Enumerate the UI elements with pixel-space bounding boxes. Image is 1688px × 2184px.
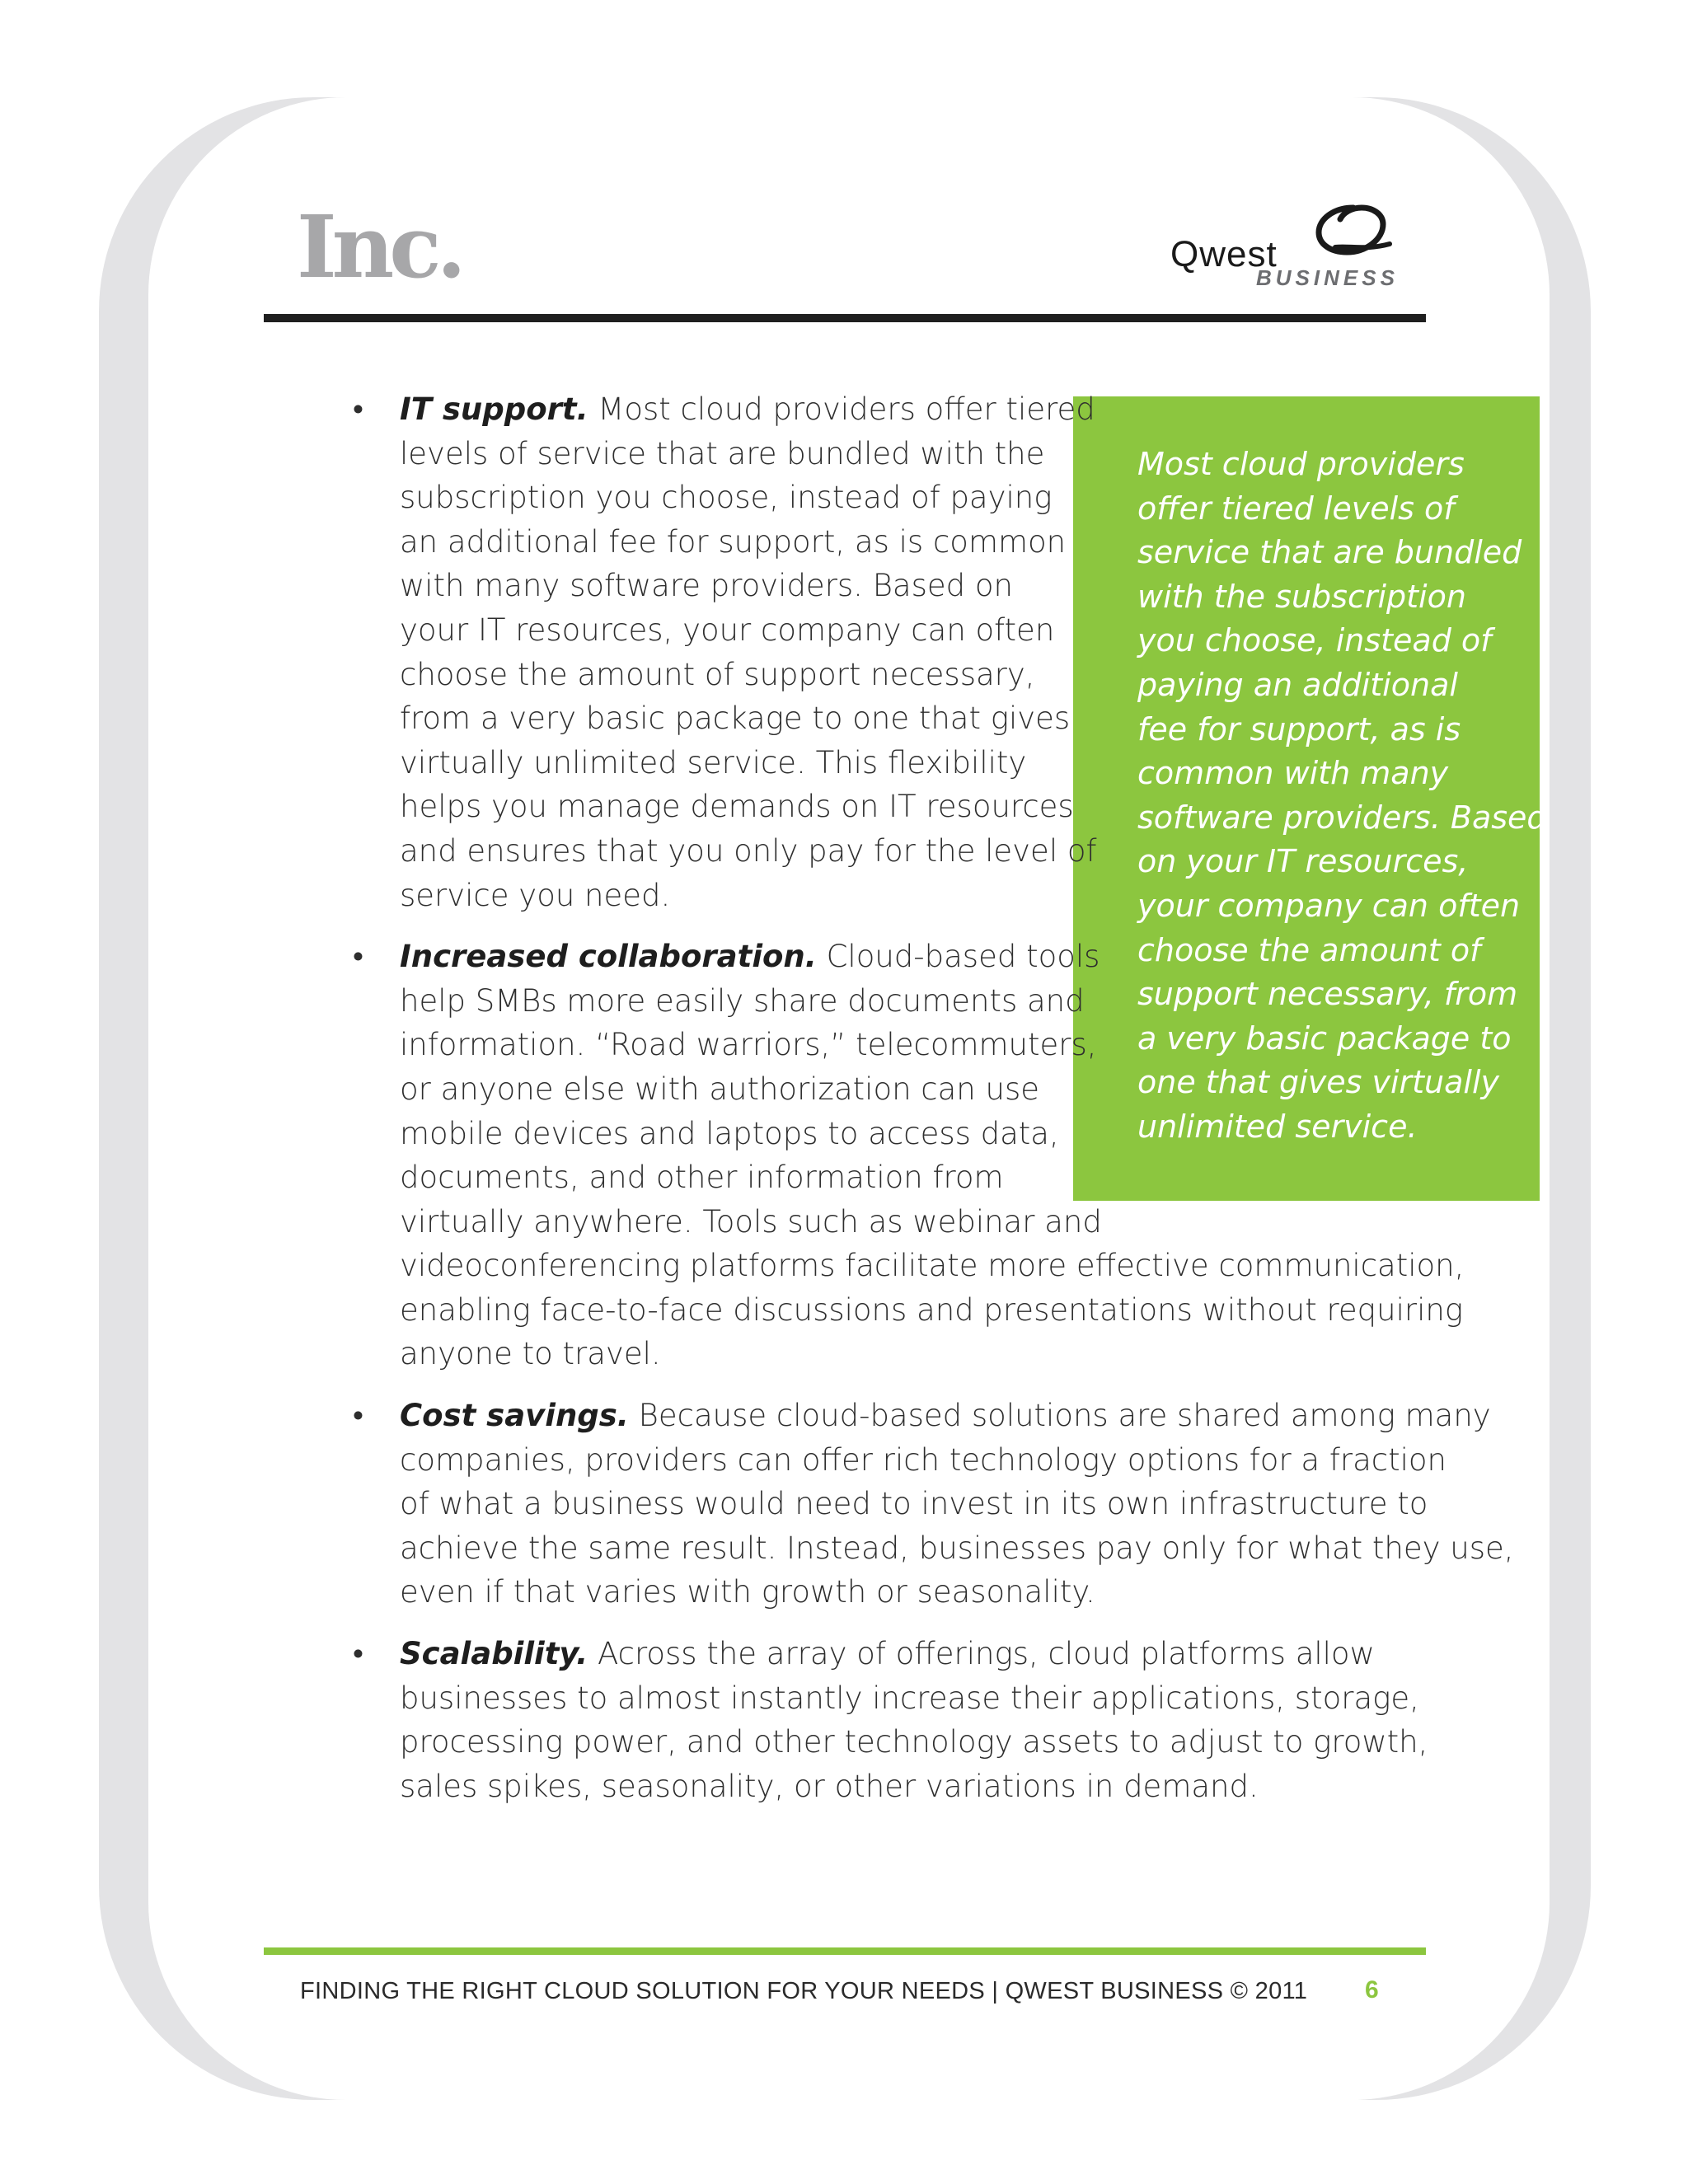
list-item-lead: Scalability. [400,1636,588,1672]
list-item-line: mobile devices and laptops to access data, [400,1115,1059,1151]
bullet-icon: • [353,391,363,427]
list-item-first-line [400,935,1375,979]
bullet-icon: • [353,1636,363,1672]
list-item-it-support [353,387,1375,917]
footer-text: FINDING THE RIGHT CLOUD SOLUTION FOR YOUR NEEDS | QWEST BUSINESS © 2011 [300,1978,1308,2004]
list-item-line: anyone to travel. [400,1336,661,1372]
list-item-line: subscription you choose, instead of paying [400,480,1053,516]
list-item-line: levels of service that are bundled with the [400,435,1045,471]
bullet-icon: • [353,1398,363,1434]
list-item-line: processing power, and other technology assets to adjust to growth, [400,1724,1428,1760]
inc-logo: Inc. [297,196,462,298]
list-item-first-line [400,1632,1375,1676]
qwest-business-logo [1170,201,1399,292]
pull-quote-line: fee for support, as is [1137,710,1461,748]
pull-quote-line: offer tiered levels of [1137,490,1455,527]
footer-rule [264,1947,1426,1955]
list-item-first-line [400,387,1375,432]
list-item-line: from a very basic package to one that gives [400,701,1071,737]
list-item-line: even if that varies with growth or seasonality. [400,1574,1095,1610]
list-item-line: enabling face-to-face discussions and presentations without requiring [400,1291,1464,1328]
list-item-text: Because cloud-based solutions are shared among many [628,1398,1491,1434]
pull-quote-line: a very basic package to [1137,1019,1512,1057]
list-item-line: choose the amount of support necessary, [400,656,1035,692]
list-item-line: videoconferencing platforms facilitate more effective communication, [400,1248,1465,1284]
list-item-line: your IT resources, your company can often [400,612,1055,648]
list-item-cost-savings [353,1394,1514,1615]
list-item-line: documents, and other information from [400,1160,1004,1196]
list-item-line: virtually anywhere. Tools such as webinar and [400,1203,1102,1240]
pull-quote-line: service that are bundled [1137,534,1522,571]
pull-quote-line: your company can often [1137,887,1521,924]
pull-quote-line: software providers. Based [1137,799,1547,836]
list-item-line: with many software providers. Based on [400,568,1013,604]
bullet-icon: • [353,939,363,975]
list-item-first-line [400,1394,1491,1438]
list-item-increased-collaboration [353,935,1465,1376]
pull-quote-line: choose the amount of [1137,931,1481,968]
pull-quote-line: with the subscription [1137,578,1466,615]
qwest-logo-word: Qwest [1170,234,1278,274]
list-item-lead: Cost savings. [400,1398,629,1434]
list-item-line: helps you manage demands on IT resources [400,789,1074,825]
list-item-line: virtually unlimited service. This flexibility [400,744,1027,780]
list-item-line: or anyone else with authorization can use [400,1071,1040,1107]
list-item-line: sales spikes, seasonality, or other variations in demand. [400,1768,1259,1804]
list-item-line: information. “Road warriors,” telecommuters, [400,1027,1097,1063]
list-item-text: Across the array of offerings, cloud platforms allow [588,1636,1375,1672]
list-item-line: an additional fee for support, as is common [400,523,1067,560]
list-item-line: companies, providers can offer rich technology options for a fraction [400,1441,1447,1478]
qwest-q-icon [1311,201,1393,267]
qwest-logo-tagline: BUSINESS [1256,265,1399,290]
list-item-lead: IT support. [400,391,588,427]
list-item-line: businesses to almost instantly increase their applications, storage, [400,1680,1419,1716]
list-item-line: service you need. [400,877,671,913]
list-item-text: Most cloud providers offer tiered [588,391,1095,427]
pull-quote-line: paying an additional [1137,666,1458,703]
benefits-list [353,387,1514,1825]
list-item-lead: Increased collaboration. [400,939,817,975]
pull-quote-line: unlimited service. [1137,1108,1418,1145]
list-item-line: achieve the same result. Instead, businesses pay only for what they use, [400,1530,1514,1566]
header-rule [264,314,1426,322]
pull-quote-line: Most cloud providers [1137,446,1465,482]
pull-quote-line: one that gives virtually [1137,1064,1500,1101]
pull-quote-line: common with many [1137,755,1449,792]
pull-quote-line: support necessary, from [1137,976,1518,1013]
list-item-scalability [353,1632,1428,1808]
pull-quote-line: on your IT resources, [1137,843,1469,880]
list-item-line: of what a business would need to invest in its own infrastructure to [400,1486,1428,1522]
list-item-line: and ensures that you only pay for the level of [400,832,1097,869]
list-item-line: help SMBs more easily share documents and [400,982,1085,1019]
list-item-text: Cloud-based tools [816,939,1100,975]
pull-quote-line: you choose, instead of [1137,622,1492,659]
page-number: 6 [1365,1976,1379,2004]
